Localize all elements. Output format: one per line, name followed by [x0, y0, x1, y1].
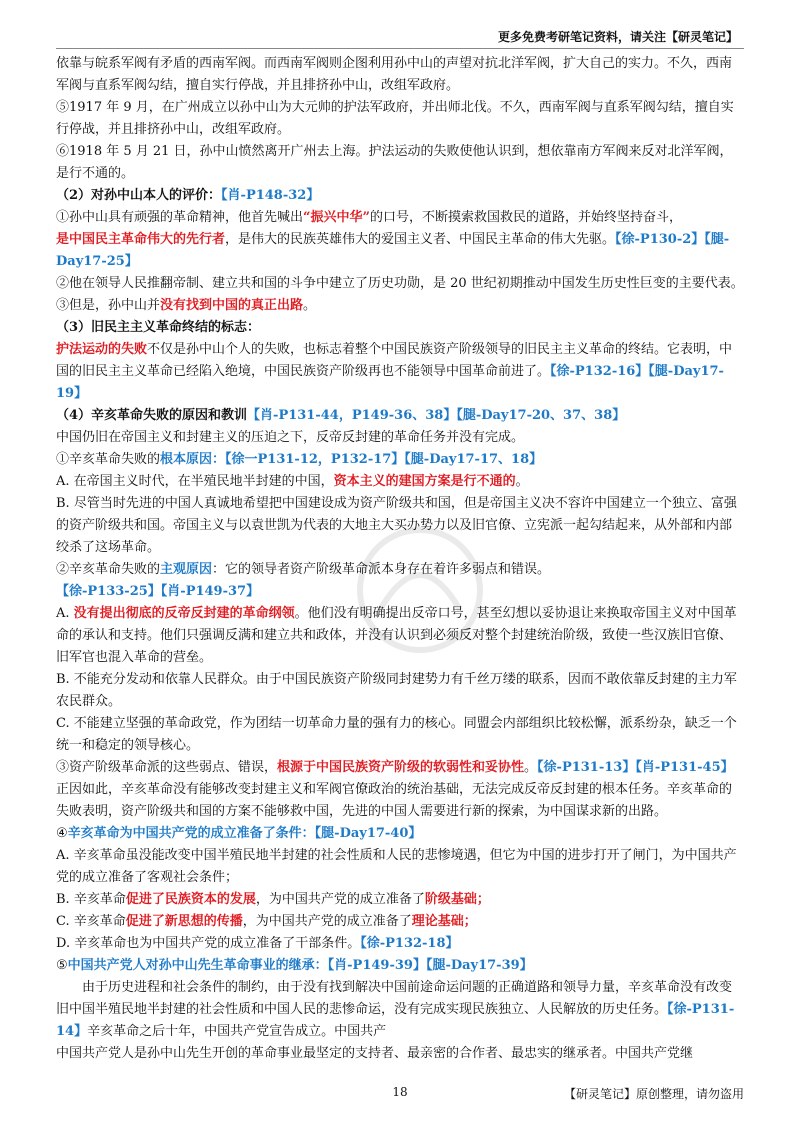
- highlight-red: “振兴中华”: [303, 210, 370, 225]
- highlight-red: 理论基础；: [411, 914, 477, 929]
- text-span: C. 不能建立坚强的革命政党，作为团结一切革命力量的强有力的核心。同盟会内部组织比较松懈，派系纷杂，缺乏一个统一和稳定的领导核心。: [56, 716, 737, 753]
- text-span: ④: [56, 826, 68, 841]
- text-span: B. 不能充分发动和依靠人民群众。由于中国民族资产阶级同封建势力有千丝万缕的联系，因而不敢依靠反封建的主力军农民群众。: [56, 672, 737, 709]
- text-span: A. 在帝国主义时代，在半殖民地半封建的中国，: [56, 474, 334, 489]
- text-span: ：它的领导者资产阶级革命派本身存在着许多弱点和错误。: [212, 562, 551, 577]
- reference-tag: 【徐-P130-2】【腿-Day17-25】: [56, 232, 730, 269]
- paragraph: [56, 559, 744, 603]
- text-span: ①辛亥革命失败的: [56, 452, 161, 467]
- text-span: 由于历史进程和社会条件的制约，由于没有找到解决中国前途命运问题的正确道路和领导力量，辛亥革命没有改变旧中国半殖民地半封建的社会性质和中国人民的悲惨命运，没有完成实现民族独立、人民解放的历史任务。: [56, 980, 733, 1017]
- reference-tag: 中国共产党人对孙中山先生革命事业的继承：【肖-P149-39】【腿-Day17-39】: [67, 958, 533, 973]
- reference-tag: 【徐-P133-25】【肖-P149-37】: [56, 584, 260, 599]
- text-span: ③但是，孙中山并: [56, 298, 161, 313]
- text-span: ①孙中山具有顽强的革命精神，他首先喊出: [56, 210, 304, 225]
- highlight-red: 促进了新思想的传播: [125, 914, 243, 929]
- paragraph: [56, 185, 744, 207]
- text-span: ⑤: [56, 958, 68, 973]
- text-span: B. 尽管当时先进的中国人真诚地希望把中国建设成为资产阶级共和国，但是帝国主义决不容许中国建立一个独立、富强的资产阶级共和国。帝国主义与以袁世凯为代表的大地主大买办势力以及旧官僚、立宪派一起勾结起来，从外部和内部绞杀了这场革命。: [56, 496, 737, 555]
- paragraph: [56, 977, 744, 1043]
- paragraph: [56, 97, 744, 141]
- text-span: 正因如此，辛亥革命没有能够改变封建主义和军阀官僚政治的统治基础，无法完成反帝反封建的根本任务。辛亥革命的失败表明，资产阶级共和国的方案不能够救中国，先进的中国人需要进行新的探索，为中国谋求新的出路。: [56, 782, 733, 819]
- paragraph: [56, 339, 744, 405]
- text-span: 辛亥革命之后十年，中国共产党宣告成立。中国共产: [87, 1024, 387, 1039]
- text-span: （4）辛亥革命失败的原因和教训: [56, 408, 248, 423]
- text-span: 依靠与皖系军阀有矛盾的西南军阀。而西南军阀则企图利用孙中山的声望对抗北洋军阀，扩大自己的实力。不久，西南军阀与直系军阀勾结，擅自实行停战，并且排挤孙中山，改组军政府。: [56, 56, 733, 93]
- reference-tag: 【腿-Day17-40】: [314, 826, 422, 841]
- highlight-red: 阶级基础；: [424, 892, 490, 907]
- paragraph: [56, 669, 744, 713]
- paragraph: [56, 53, 744, 97]
- text-span: ②他在领导人民推翻帝制、建立共和国的斗争中建立了历史功勋，是 20 世纪初期推动中国发生历史性巨变的主要代表。: [56, 276, 744, 291]
- text-span: 。: [524, 760, 538, 775]
- paragraph: [56, 933, 744, 955]
- reference-tag: 【徐-P131-13】【肖-P131-45】: [537, 760, 734, 775]
- reference-tag: 【肖-P131-44，P149-36、38】【腿-Day17-20、37、38】: [247, 408, 626, 423]
- highlight-red: 护法运动的失败: [56, 342, 148, 357]
- text-span: 的口号，不断摸索救国救民的道路，并始终坚持奋斗，: [369, 210, 682, 225]
- header-divider: [56, 48, 744, 49]
- highlight-red: 促进了民族资本的发展: [125, 892, 256, 907]
- reference-tag: 根本原因：【徐一P131-12，P132-17】【腿-Day17-17、18】: [160, 452, 543, 467]
- highlight-red: 资本主义的建国方案是行不通的: [333, 474, 516, 489]
- paragraph: [56, 911, 744, 933]
- text-span: ⑥1918 年 5 月 21 日，孙中山愤然离开广州去上海。护法运动的失败使他认识到，想依靠南方军阀来反对北洋军阀，是行不通的。: [56, 144, 733, 181]
- text-span: D. 辛亥革命也为中国共产党的成立准备了干部条件。: [56, 936, 361, 951]
- text-span: 。他们没有明确提出反帝口号，甚至幻想以妥协退让来换取帝国主义对中国革命的承认和支持。他们只强调反满和建立共和政体，并没有认识到必须反对整个封建统治阶级，致使一些汉族旧官僚、旧军官也混入革命的营垒。: [56, 606, 737, 665]
- paragraph: [56, 889, 744, 911]
- reference-tag: 【徐-P132-16】【腿-Day17-19】: [56, 364, 724, 401]
- text-span: B. 辛亥革命: [56, 892, 126, 907]
- paragraph: [56, 207, 744, 229]
- reference-tag: 【徐-P132-18】: [360, 936, 459, 951]
- paragraph: [56, 713, 744, 757]
- paragraph: [56, 273, 744, 295]
- document-body: [56, 53, 744, 1065]
- highlight-red: 是中国民主革命伟大的先行者: [56, 232, 226, 247]
- text-span: ③资产阶级革命派的这些弱点、错误，: [56, 760, 278, 775]
- highlight-red: 根源于中国民族资产阶级的软弱性和妥协性: [277, 760, 525, 775]
- paragraph: [56, 955, 744, 977]
- highlight-red: 没有找到中国的真正出路: [160, 298, 304, 313]
- text-span: ⑤1917 年 9 月，在广州成立以孙中山为大元帅的护法军政府，并出师北伐。不久，西南军阀与直系军阀勾结，擅自实行停战，并且排挤孙中山，改组军政府。: [56, 100, 734, 137]
- text-span: C. 辛亥革命: [56, 914, 126, 929]
- paragraph: [56, 449, 744, 471]
- paragraph: [56, 471, 744, 493]
- text-span: （3）旧民主主义革命终结的标志：: [56, 320, 261, 335]
- text-span: 不仅是孙中山个人的失败，也标志着整个中国民族资产阶级领导的旧民主主义革命的终结。它表明，中国的旧民主主义革命已经陷入绝境，中国民族资产阶级再也不能领导中国革命前进了。: [56, 342, 733, 379]
- text-span: （2）对孙中山本人的评价：: [56, 188, 222, 203]
- text-span: ②辛亥革命失败的: [56, 562, 161, 577]
- text-span: 。: [515, 474, 529, 489]
- reference-tag: 【肖-P148-32】: [221, 188, 320, 203]
- reference-tag: 辛亥革命为中国共产党的成立准备了条件：: [67, 826, 315, 841]
- page-number: 18: [392, 1085, 408, 1099]
- text-span: ，为中国共产党的成立准备了: [242, 914, 412, 929]
- reference-tag: 主观原因: [160, 562, 213, 577]
- paragraph: [56, 427, 744, 449]
- text-span: 。: [303, 298, 317, 313]
- text-span: A. 辛亥革命虽没能改变中国半殖民地半封建的社会性质和人民的悲惨境遇，但它为中国的进步打开了闸门，为中国共产党的成立准备了客观社会条件；: [56, 848, 737, 885]
- reference-tag: 【徐-P131-14】: [56, 1002, 735, 1039]
- paragraph: [56, 317, 744, 339]
- footer-note: 【研灵笔记】原创整理，请勿盗用: [563, 1087, 744, 1101]
- paragraph: [56, 845, 744, 889]
- paragraph: [56, 405, 744, 427]
- paragraph: [56, 295, 744, 317]
- text-span: ，为中国共产党的成立准备了: [255, 892, 425, 907]
- text-span: 中国仍旧在帝国主义和封建主义的压迫之下，反帝反封建的革命任务并没有完成。: [56, 430, 525, 445]
- paragraph: [56, 603, 744, 669]
- paragraph: [56, 229, 744, 273]
- text-span: A.: [56, 606, 74, 621]
- text-span: ，是伟大的民族英雄伟大的爱国主义者、中国民主革命的伟大先驱。: [225, 232, 616, 247]
- paragraph: [56, 757, 744, 779]
- paragraph: [56, 141, 744, 185]
- text-span: 中国共产党人是孙中山先生开创的革命事业最坚定的支持者、最亲密的合作者、最忠实的继承者。中国共产党继: [56, 1046, 694, 1061]
- header-note: 更多免费考研笔记资料，请关注【研灵笔记】: [497, 30, 738, 44]
- paragraph: [56, 779, 744, 823]
- paragraph: [56, 1043, 744, 1065]
- highlight-red: 没有提出彻底的反帝反封建的革命纲领: [73, 606, 295, 621]
- paragraph: [56, 823, 744, 845]
- paragraph: [56, 493, 744, 559]
